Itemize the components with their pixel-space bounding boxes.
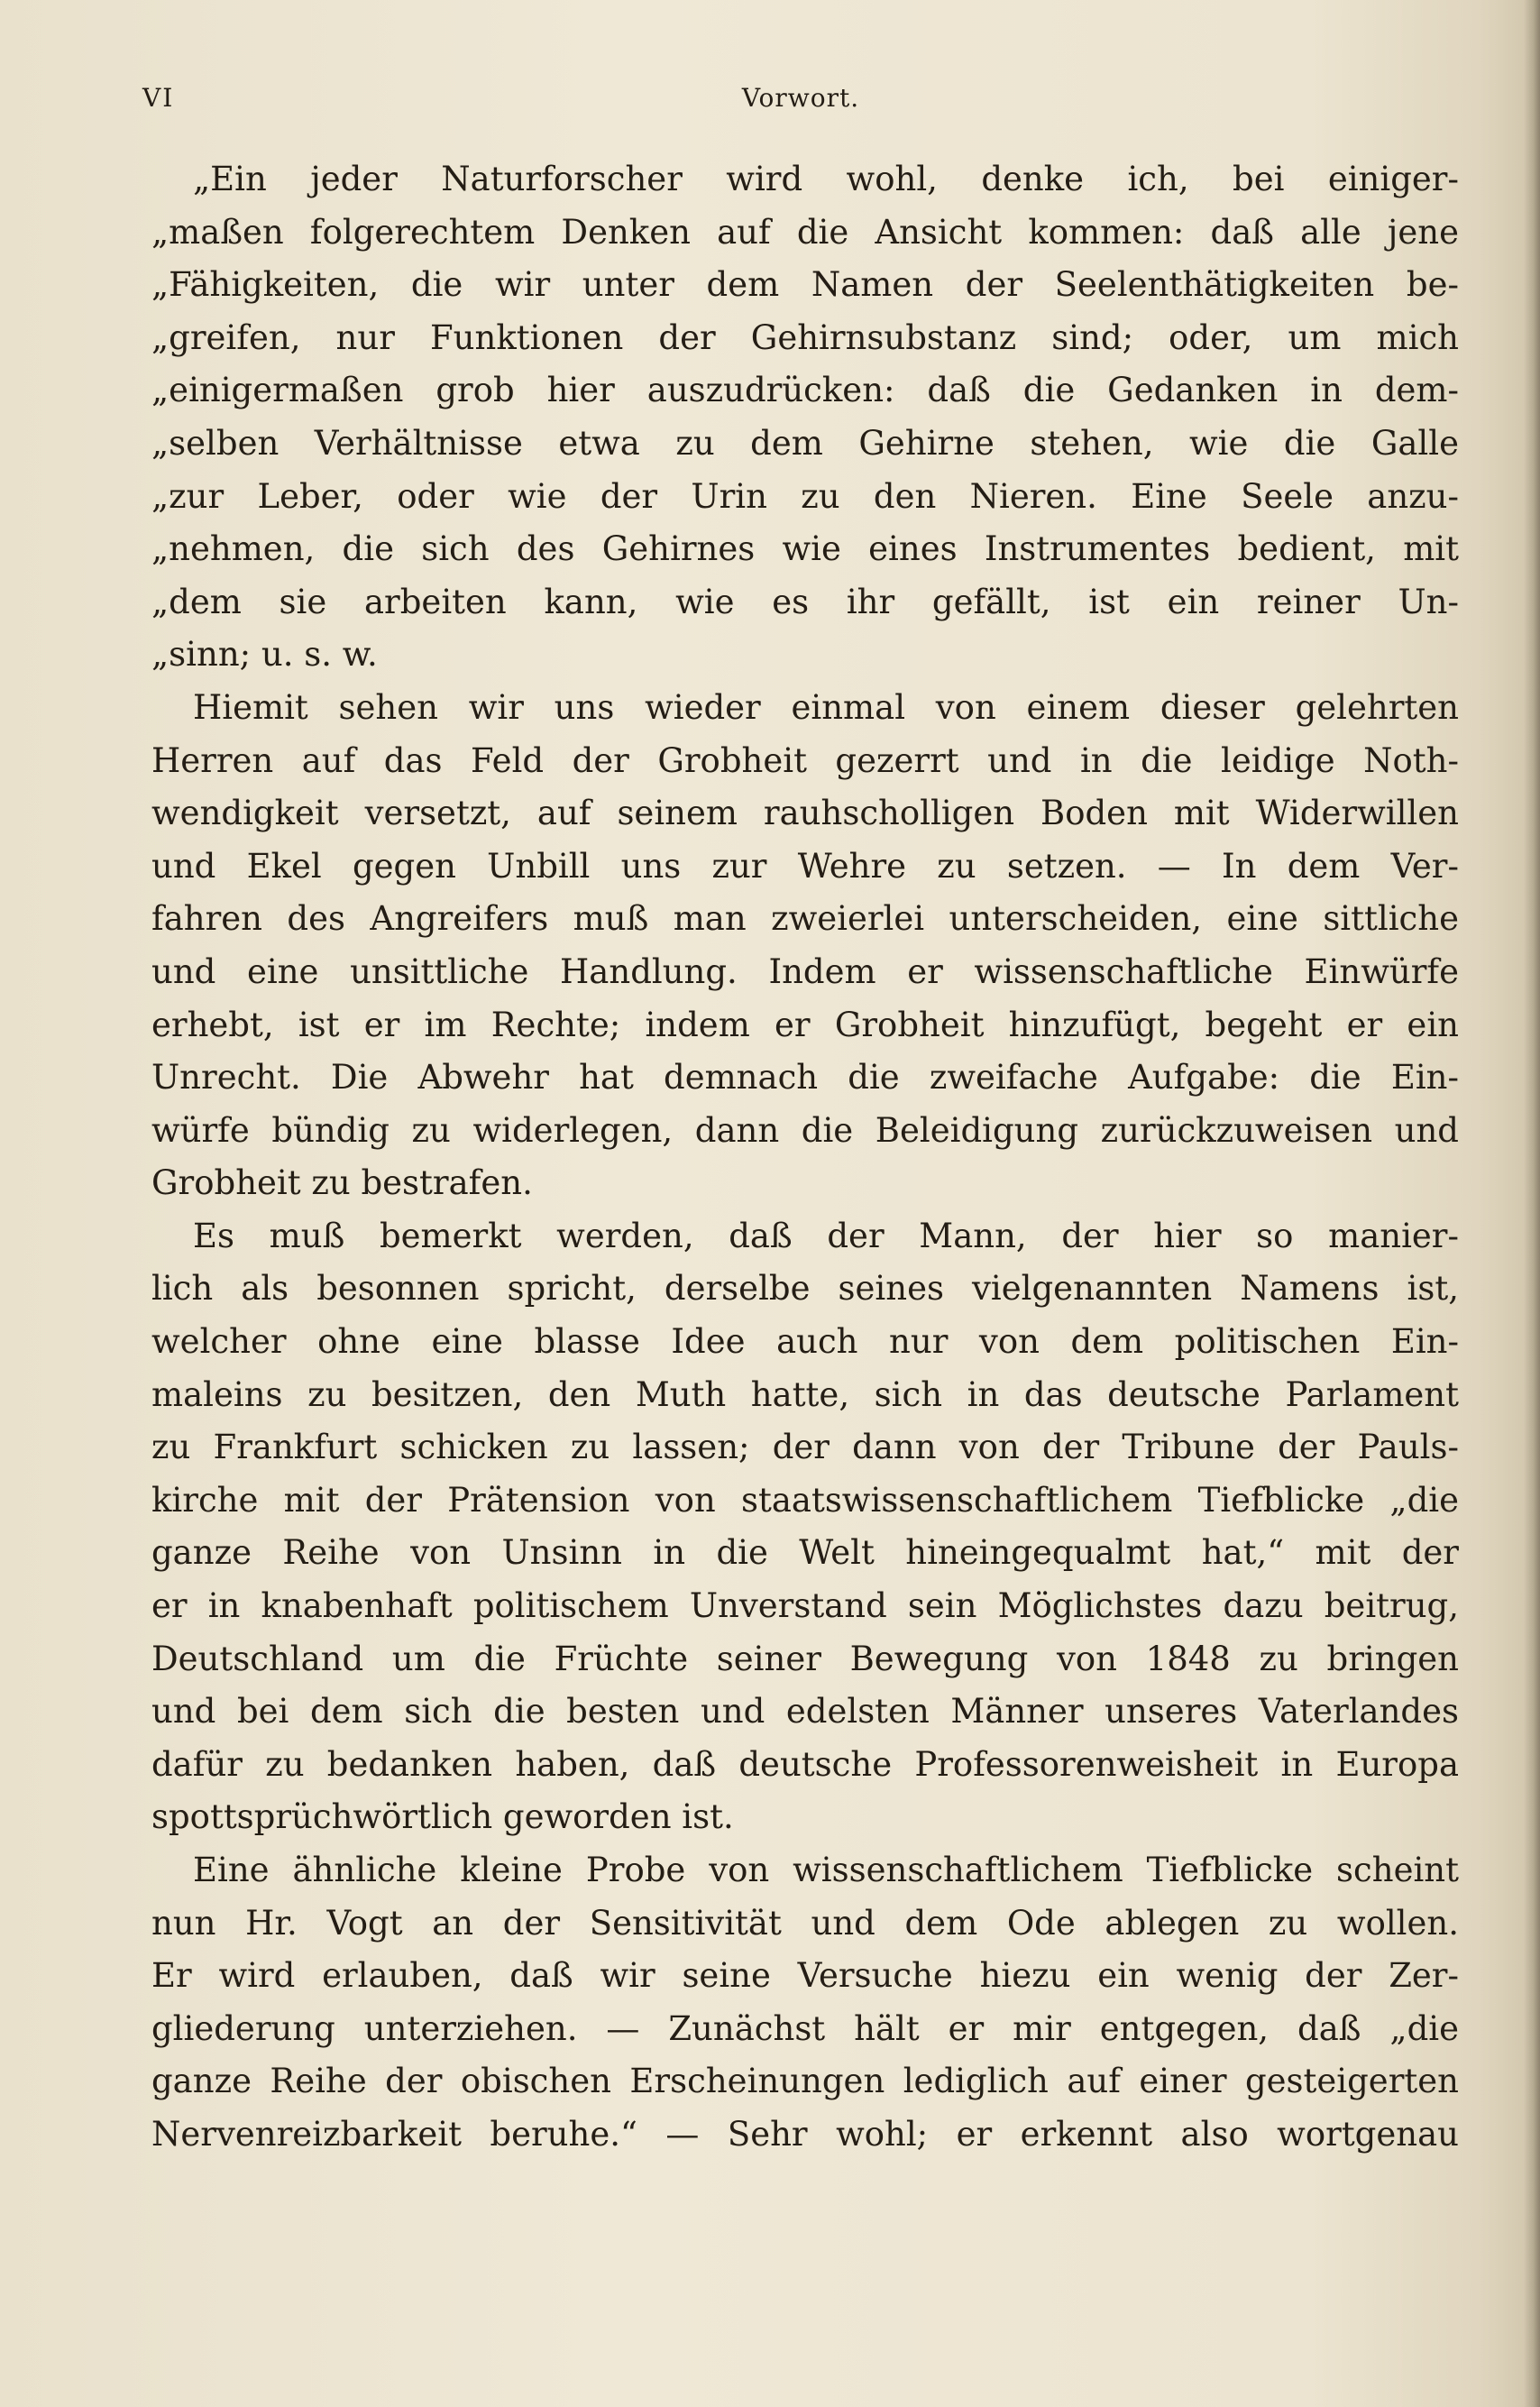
text-line: „Ein jeder Naturforscher wird wohl, denke ich, bei einiger- <box>193 160 1459 198</box>
text-line: kirche mit der Prätension von staatswissenschaftlichem Tiefblicke „die <box>151 1480 1459 1520</box>
text-line: spottsprüchwörtlich geworden ist. <box>151 1797 734 1837</box>
text-line: welcher ohne eine blasse Idee auch nur von dem politischen Ein- <box>151 1322 1459 1362</box>
text-line: fahren des Angreifers muß man zweierlei unterscheiden, eine sittliche <box>151 899 1459 939</box>
text-line: Herren auf das Feld der Grobheit gezerrt und in die leidige Noth- <box>151 740 1459 780</box>
text-line: gliederung unterziehen. — Zunächst hält er mir entgegen, daß „die <box>151 2008 1459 2048</box>
running-title: Vorwort. <box>741 83 860 113</box>
text-line: und eine unsittliche Handlung. Indem er wissenschaftliche Einwürfe <box>151 951 1459 991</box>
text-line: dafür zu bedanken haben, daß deutsche Professorenweisheit in Europa <box>151 1744 1459 1784</box>
page-number: VI <box>142 83 175 113</box>
text-line: erhebt, ist er im Rechte; indem er Grobheit hinzufügt, begeht er ein <box>151 1005 1459 1044</box>
text-line: würfe bündig zu widerlegen, dann die Beleidigung zurückzuweisen und <box>151 1110 1459 1150</box>
text-line: zu Frankfurt schicken zu lassen; der dann von der Tribune der Pauls- <box>151 1428 1459 1467</box>
text-line: „einigermaßen grob hier auszudrücken: daß die Gedanken in dem- <box>151 371 1459 410</box>
page-edge-shadow <box>1524 0 1540 2407</box>
text-line: Deutschland um die Früchte seiner Bewegung von 1848 zu bringen <box>151 1639 1459 1678</box>
text-line: „Fähigkeiten, die wir unter dem Namen der Seelenthätigkeiten be- <box>151 265 1459 305</box>
text-line: „greifen, nur Funktionen der Gehirnsubstanz sind; oder, um mich <box>151 317 1459 357</box>
text-line: ganze Reihe von Unsinn in die Welt hineingequalmt hat,“ mit der <box>151 1533 1459 1573</box>
text-line: und bei dem sich die besten und edelsten Männer unseres Vaterlandes <box>151 1692 1459 1732</box>
running-head <box>142 83 1459 119</box>
text-line: er in knabenhaft politischem Unverstand sein Möglichstes dazu beitrug, <box>151 1586 1459 1626</box>
text-line: Eine ähnliche kleine Probe von wissenschaftlichem Tiefblicke scheint <box>193 1851 1459 1889</box>
text-line: „maßen folgerechtem Denken auf die Ansicht kommen: daß alle jene <box>151 212 1459 252</box>
text-line: lich als besonnen spricht, derselbe seines vielgenannten Namens ist, <box>151 1269 1459 1309</box>
text-line: ganze Reihe der obischen Erscheinungen lediglich auf einer gesteigerten <box>151 2062 1459 2101</box>
text-line: Unrecht. Die Abwehr hat demnach die zweifache Aufgabe: die Ein- <box>151 1058 1459 1098</box>
text-line: und Ekel gegen Unbill uns zur Wehre zu setzen. — In dem Ver- <box>151 846 1459 886</box>
text-line: „dem sie arbeiten kann, wie es ihr gefällt, ist ein reiner Un- <box>151 582 1459 621</box>
text-line: „sinn; u. s. w. <box>151 635 378 675</box>
text-line: Hiemit sehen wir uns wieder einmal von einem dieser gelehrten <box>193 687 1459 727</box>
text-line: Nervenreizbarkeit beruhe.“ — Sehr wohl; er erkennt also wortgenau <box>151 2114 1459 2154</box>
text-line: Er wird erlauben, daß wir seine Versuche hiezu ein wenig der Zer- <box>151 1956 1459 1996</box>
text-line: Grobheit zu bestrafen. <box>151 1163 533 1203</box>
body-text <box>151 153 1459 2162</box>
text-line: nun Hr. Vogt an der Sensitivität und dem Ode ablegen zu wollen. <box>151 1903 1459 1943</box>
text-line: wendigkeit versetzt, auf seinem rauhscholligen Boden mit Widerwillen <box>151 794 1459 833</box>
text-line: „nehmen, die sich des Gehirnes wie eines Instrumentes bedient, mit <box>151 529 1459 569</box>
text-line: „selben Verhältnisse etwa zu dem Gehirne stehen, wie die Galle <box>151 423 1459 463</box>
text-line: Es muß bemerkt werden, daß der Mann, der hier so manier- <box>193 1216 1459 1255</box>
text-line: „zur Leber, oder wie der Urin zu den Nieren. Eine Seele anzu- <box>151 476 1459 516</box>
text-line: maleins zu besitzen, den Muth hatte, sich in das deutsche Parlament <box>151 1374 1459 1414</box>
